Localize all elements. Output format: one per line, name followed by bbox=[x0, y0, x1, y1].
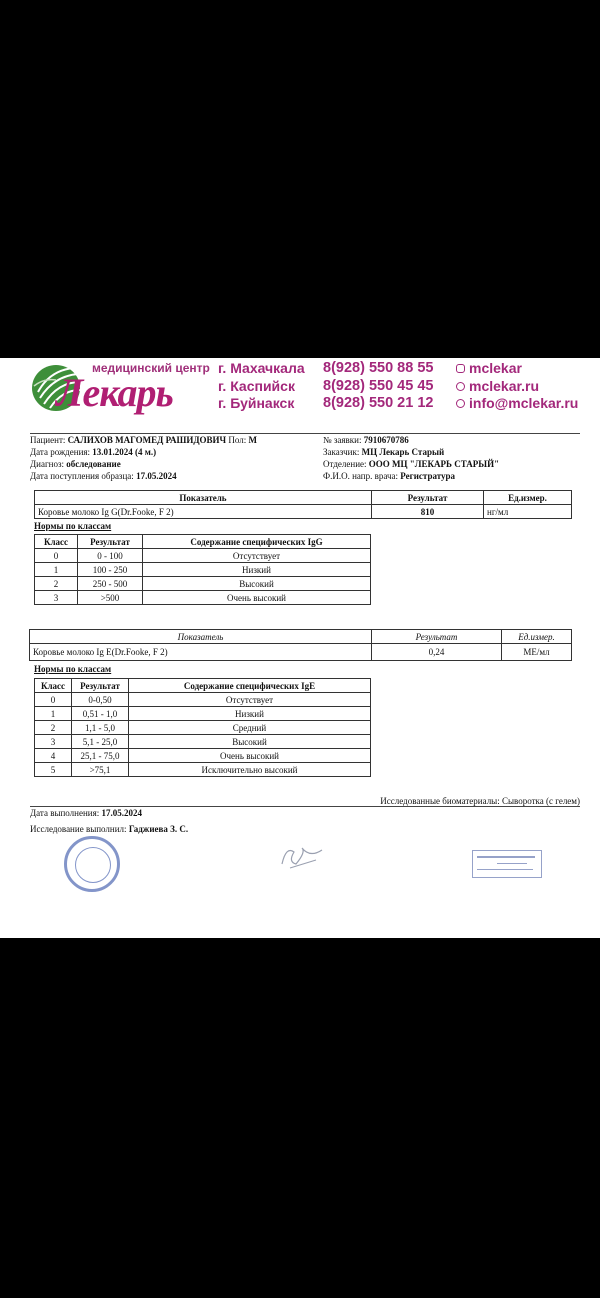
igg-result-table bbox=[34, 490, 572, 519]
customer-name: МЦ Лекарь Старый bbox=[361, 447, 445, 457]
ige-norms-title: Нормы по классам bbox=[34, 664, 112, 674]
table-row: 2 1,1 - 5,0 Средний bbox=[35, 721, 371, 735]
social-3: info@mclekar.ru bbox=[469, 395, 579, 411]
instagram-icon bbox=[456, 364, 465, 373]
patient-diagnosis: обследование bbox=[66, 459, 121, 469]
phone-3: 8(928) 550 21 12 bbox=[323, 395, 434, 411]
department: ООО МЦ "ЛЕКАРЬ СТАРЫЙ" bbox=[368, 459, 500, 469]
order-label: № заявки: bbox=[323, 435, 362, 445]
table-row: 5 >75,1 Исключительно высокий bbox=[35, 763, 371, 777]
patient-info-right bbox=[323, 434, 499, 482]
email-icon bbox=[456, 399, 465, 408]
table-row: 1 0,51 - 1,0 Низкий bbox=[35, 707, 371, 721]
customer-label: Заказчик: bbox=[323, 447, 360, 457]
igg-result-value: 810 bbox=[372, 505, 484, 519]
city-2: г. Каспийск bbox=[218, 377, 295, 394]
igg-unit: нг/мл bbox=[484, 505, 572, 519]
table-row: 3 5,1 - 25,0 Высокий bbox=[35, 735, 371, 749]
lab-report-page bbox=[0, 358, 600, 938]
ige-norms-header-range: Результат bbox=[72, 679, 129, 693]
patient-sex: М bbox=[248, 435, 258, 445]
igg-header-test: Показатель bbox=[35, 491, 372, 505]
ige-result-value: 0,24 bbox=[372, 644, 502, 661]
table-row: 1 100 - 250 Низкий bbox=[35, 563, 371, 577]
biomaterial-note: Исследованные биоматериалы: Сыворотка (с гелем) bbox=[380, 796, 580, 806]
ige-header-unit: Ед.измер. bbox=[502, 630, 572, 644]
dept-label: Отделение: bbox=[323, 459, 367, 469]
round-stamp-icon bbox=[64, 836, 120, 892]
order-number: 7910670786 bbox=[363, 435, 409, 445]
signature-icon bbox=[276, 838, 328, 874]
igg-norms-table bbox=[34, 534, 371, 605]
ige-unit: МЕ/мл bbox=[502, 644, 572, 661]
doctor-label: Ф.И.О. напр. врача: bbox=[323, 471, 399, 481]
sex-label: Пол: bbox=[228, 435, 247, 445]
sample-received-date: 17.05.2024 bbox=[136, 471, 177, 481]
social-1: mclekar bbox=[469, 360, 522, 376]
igg-norms-title: Нормы по классам bbox=[34, 521, 112, 531]
patient-name: САЛИХОВ МАГОМЕД РАШИДОВИЧ bbox=[67, 435, 227, 445]
igg-test-name: Коровье молоко Ig G(Dr.Fooke, F 2) bbox=[35, 505, 372, 519]
city-3: г. Буйнакск bbox=[218, 395, 295, 411]
table-row: 2 250 - 500 Высокий bbox=[35, 577, 371, 591]
brand-name: Лекарь bbox=[56, 370, 173, 415]
globe-icon bbox=[456, 382, 465, 391]
rectangular-seal-icon bbox=[472, 850, 542, 878]
table-row: 0 0 - 100 Отсутствует bbox=[35, 549, 371, 563]
patient-info-left bbox=[30, 434, 257, 482]
city-list bbox=[218, 360, 305, 413]
table-row: 3 >500 Очень высокий bbox=[35, 591, 371, 605]
igg-norms-header-range: Результат bbox=[78, 535, 143, 549]
brand-subtitle: медицинский центр bbox=[92, 361, 210, 375]
igg-header-unit: Ед.измер. bbox=[484, 491, 572, 505]
received-label: Дата поступления образца: bbox=[30, 471, 134, 481]
ige-header-result: Результат bbox=[372, 630, 502, 644]
performer-label: Исследование выполнил: bbox=[30, 824, 127, 834]
igg-norms-header-desc: Содержание специфических IgG bbox=[143, 535, 371, 549]
ige-result-table bbox=[29, 629, 572, 661]
performer-name: Гаджиева З. С. bbox=[128, 824, 189, 834]
phone-1: 8(928) 550 88 55 bbox=[323, 360, 434, 376]
ige-header-test: Показатель bbox=[30, 630, 372, 644]
patient-dob: 13.01.2024 (4 м.) bbox=[92, 447, 157, 457]
phone-list bbox=[323, 360, 433, 413]
phone-2: 8(928) 550 45 45 bbox=[323, 377, 434, 394]
social-2: mclekar.ru bbox=[469, 377, 540, 394]
done-label: Дата выполнения: bbox=[30, 808, 100, 818]
dob-label: Дата рождения: bbox=[30, 447, 91, 457]
done-date: 17.05.2024 bbox=[101, 808, 143, 818]
social-list bbox=[456, 360, 578, 413]
referring-doctor: Регистратура bbox=[400, 471, 456, 481]
ige-norms-header-class: Класс bbox=[35, 679, 72, 693]
diagnosis-label: Диагноз: bbox=[30, 459, 65, 469]
ige-test-name: Коровье молоко Ig E(Dr.Fooke, F 2) bbox=[30, 644, 372, 661]
ige-norms-table bbox=[34, 678, 371, 777]
completion-info bbox=[30, 807, 188, 835]
table-row: 4 25,1 - 75,0 Очень высокий bbox=[35, 749, 371, 763]
igg-header-result: Результат bbox=[372, 491, 484, 505]
igg-norms-header-class: Класс bbox=[35, 535, 78, 549]
ige-norms-header-desc: Содержание специфических IgE bbox=[129, 679, 371, 693]
patient-label: Пациент: bbox=[30, 435, 66, 445]
city-1: г. Махачкала bbox=[218, 360, 305, 376]
table-row: 0 0-0,50 Отсутствует bbox=[35, 693, 371, 707]
